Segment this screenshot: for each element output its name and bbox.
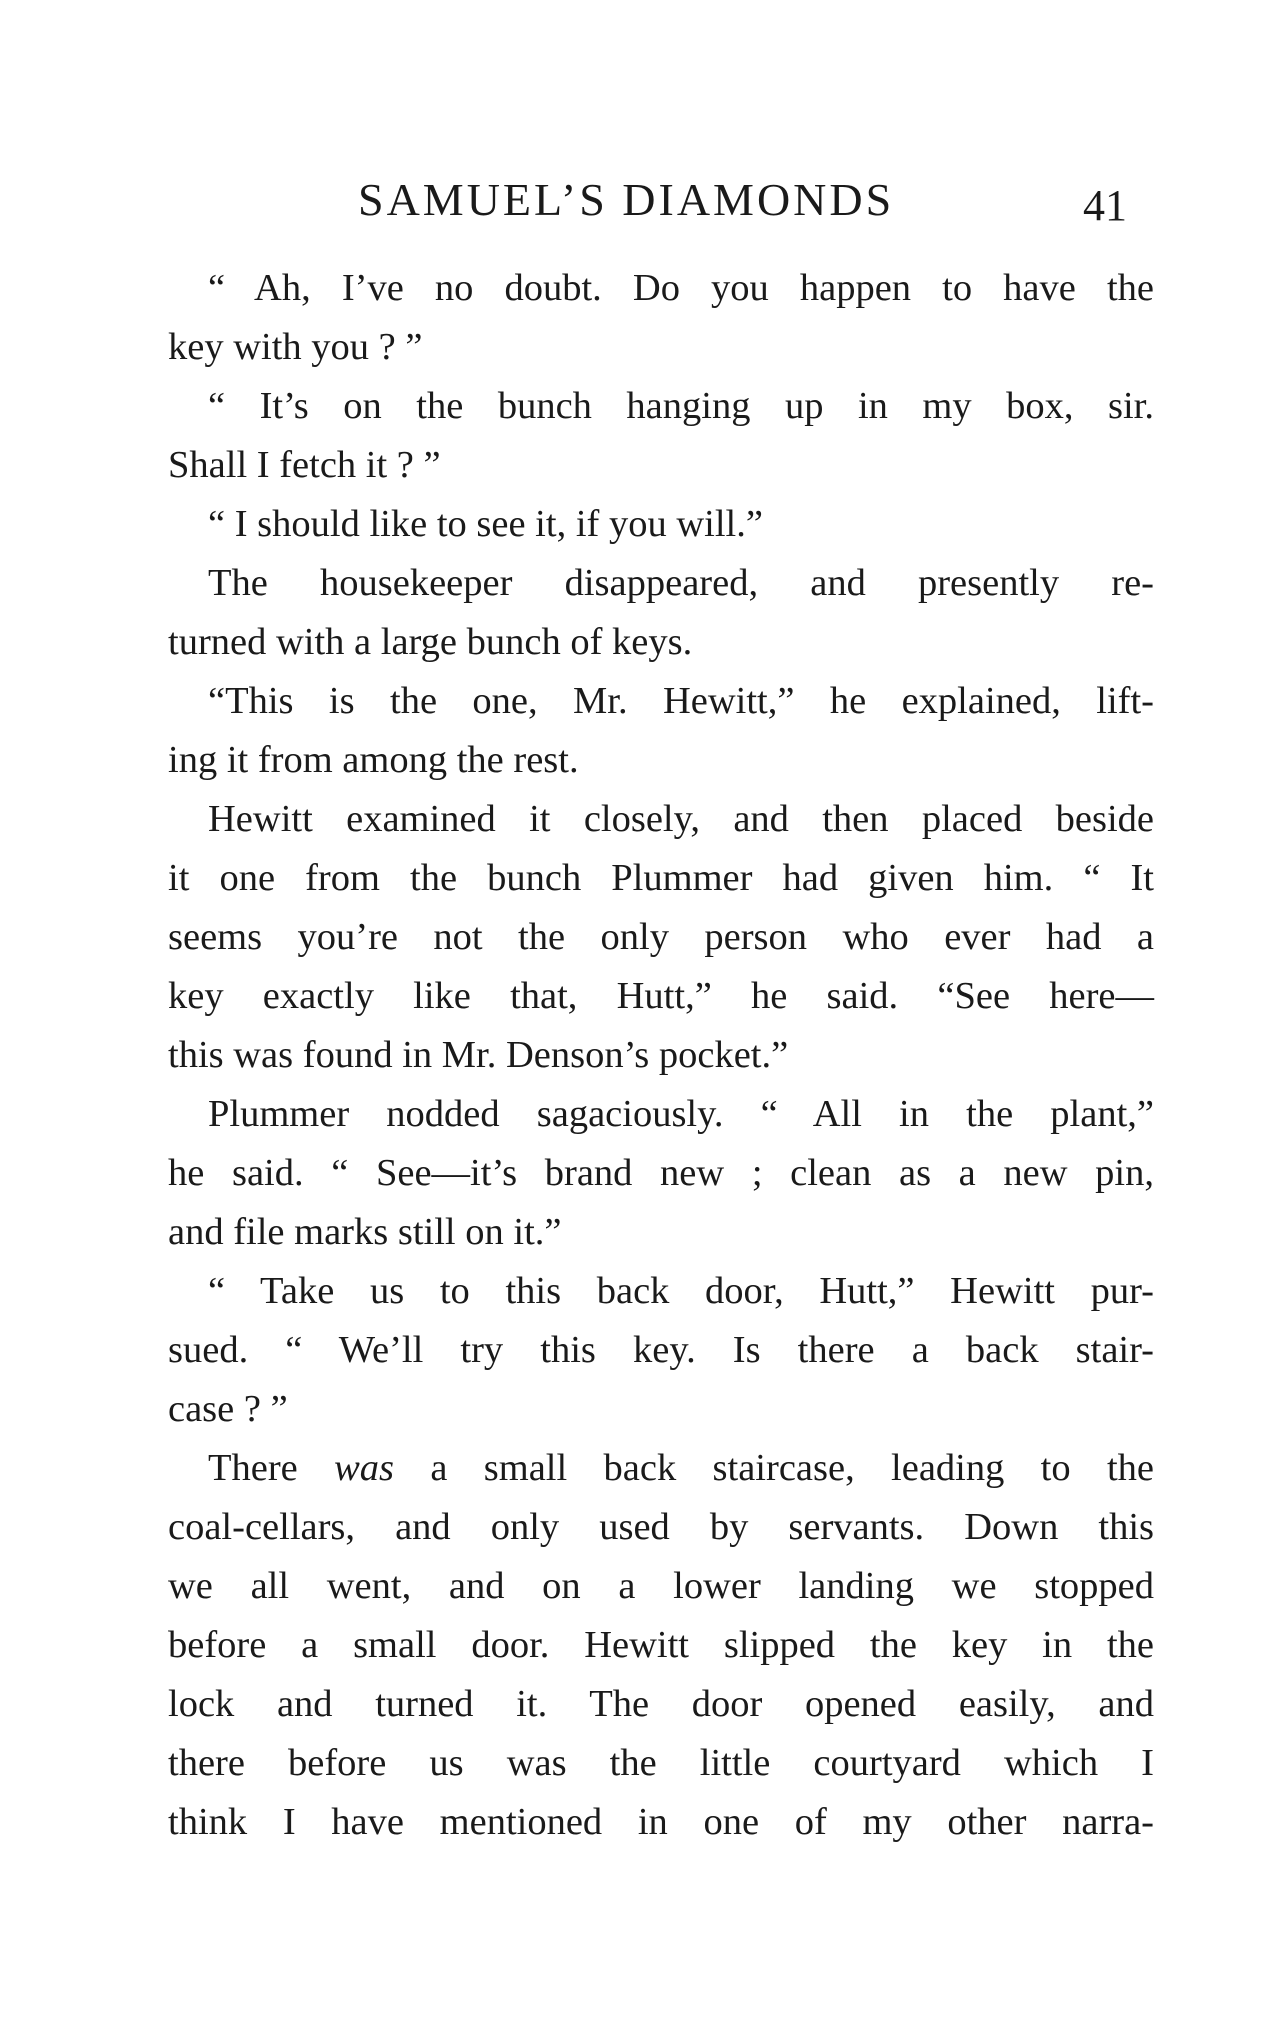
text-line: Plummer nodded sagaciously. “ All in the plant,” [208,1093,1154,1135]
body-text [168,259,1154,1852]
text-line: coal-cellars, and only used by servants. Down this [168,1506,1154,1548]
text-line: before a small door. Hewitt slipped the key in the [168,1624,1154,1666]
text-line: Shall I fetch it ? ” [168,444,441,486]
text-line: “ Ah, I’ve no doubt. Do you happen to have the [208,267,1154,309]
page-number: 41 [1083,181,1127,230]
text-line: “ Take us to this back door, Hutt,” Hewitt pur- [208,1270,1154,1312]
text-line: case ? ” [168,1388,288,1430]
text-line: The housekeeper disappeared, and presently re- [208,562,1154,604]
text-line: “ It’s on the bunch hanging up in my box, sir. [208,385,1154,427]
text-line: and file marks still on it.” [168,1211,562,1253]
text-line: he said. “ See—it’s brand new ; clean as a new pin, [168,1152,1154,1194]
text-line: “This is the one, Mr. Hewitt,” he explained, lift- [208,680,1154,722]
running-title: SAMUEL’S DIAMONDS [358,174,895,225]
text-line: key with you ? ” [168,326,423,368]
text-line: Hewitt examined it closely, and then placed beside [208,798,1154,840]
text-line: “ I should like to see it, if you will.” [208,503,763,545]
text-line: sued. “ We’ll try this key. Is there a back stair- [168,1329,1154,1371]
page-header [0,170,1276,230]
text-line: there before us was the little courtyard which I [168,1742,1154,1784]
text-line: key exactly like that, Hutt,” he said. “See here— [168,975,1154,1017]
text-line: There was a small back staircase, leading to the [208,1447,1155,1489]
text-line: we all went, and on a lower landing we stopped [168,1565,1154,1607]
text-line: it one from the bunch Plummer had given him. “ It [168,857,1154,899]
text-line: this was found in Mr. Denson’s pocket.” [168,1034,789,1076]
text-line: seems you’re not the only person who ever had a [168,916,1154,958]
text-line: ing it from among the rest. [168,739,579,781]
text-line: think I have mentioned in one of my other narra- [168,1801,1154,1843]
text-line: lock and turned it. The door opened easily, and [168,1683,1154,1725]
text-line: turned with a large bunch of keys. [168,621,693,663]
